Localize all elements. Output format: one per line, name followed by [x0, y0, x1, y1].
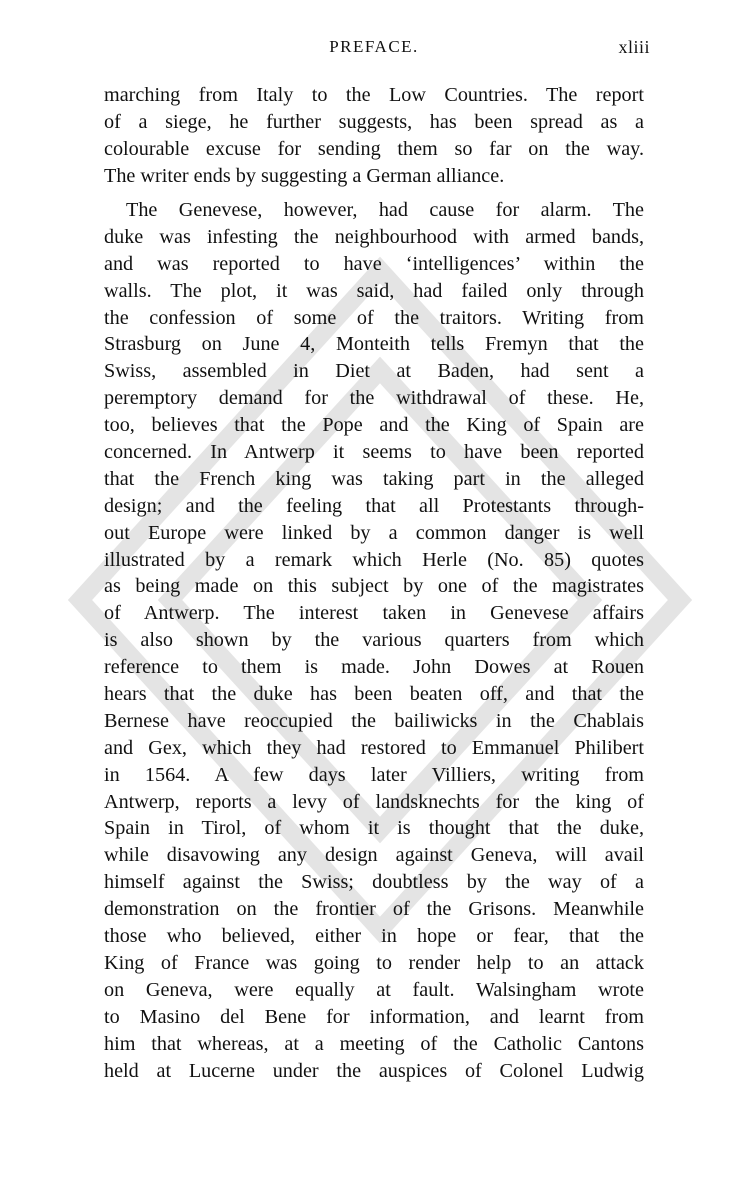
- text-line: on Geneva, were equally at fault. Walsingham wrote: [104, 978, 644, 1001]
- text-line: and Gex, which they had restored to Emmanuel Philibert: [104, 736, 644, 759]
- text-line: out Europe were linked by a common danger is well: [104, 521, 644, 544]
- text-line: to Masino del Bene for information, and learnt from: [104, 1005, 644, 1028]
- text-line: hears that the duke has been beaten off, and that the: [104, 683, 644, 706]
- text-line: peremptory demand for the withdrawal of these. He,: [104, 387, 644, 410]
- text-line: in 1564. A few days later Villiers, writing from: [104, 763, 644, 786]
- page-number: xliii: [618, 37, 650, 57]
- text-line: held at Lucerne under the auspices of Colonel Ludwig: [104, 1059, 644, 1082]
- text-line: is also shown by the various quarters from which: [104, 629, 644, 652]
- text-line: him that whereas, at a meeting of the Catholic Cantons: [104, 1032, 644, 1055]
- text-line: concerned. In Antwerp it seems to have been reported: [104, 441, 644, 464]
- paragraph-1: [104, 82, 644, 190]
- text-line: the confession of some of the traitors. Writing from: [104, 306, 644, 329]
- text-line: Swiss, assembled in Diet at Baden, had sent a: [104, 360, 644, 383]
- text-line: Antwerp, reports a levy of landsknechts for the king of: [104, 790, 644, 813]
- text-line: that the French king was taking part in the alleged: [104, 467, 644, 490]
- text-line: too, believes that the Pope and the King of Spain are: [104, 414, 644, 437]
- text-line: King of France was going to render help to an attack: [104, 951, 644, 974]
- text-line: walls. The plot, it was said, had failed only through: [104, 279, 644, 302]
- text-line: The Genevese, however, had cause for alarm. The: [126, 199, 644, 221]
- text-line: while disavowing any design against Geneva, will avail: [104, 844, 644, 867]
- text-line: of a siege, he further suggests, has been spread as a: [104, 110, 644, 133]
- text-line: and was reported to have ‘intelligences’ within the: [104, 252, 644, 275]
- text-line: duke was infesting the neighbourhood with armed bands,: [104, 225, 644, 248]
- text-line: colourable excuse for sending them so far on the way.: [104, 137, 644, 160]
- text-line: himself against the Swiss; doubtless by the way of a: [104, 871, 644, 894]
- text-line: reference to them is made. John Dowes at Rouen: [104, 656, 644, 679]
- paragraph-2: [104, 197, 644, 1084]
- text-line: The writer ends by suggesting a German alliance.: [104, 164, 505, 187]
- text-line: those who believed, either in hope or fear, that the: [104, 925, 644, 948]
- text-line: marching from Italy to the Low Countries. The report: [104, 84, 644, 106]
- text-line: Bernese have reoccupied the bailiwicks in the Chablais: [104, 709, 644, 732]
- text-line: illustrated by a remark which Herle (No. 85) quotes: [104, 548, 644, 571]
- running-header-title: PREFACE.: [329, 37, 419, 56]
- text-line: of Antwerp. The interest taken in Genevese affairs: [104, 602, 644, 625]
- text-line: as being made on this subject by one of the magistrates: [104, 575, 644, 598]
- text-line: design; and the feeling that all Protestants through-: [104, 494, 644, 517]
- text-line: Spain in Tirol, of whom it is thought that the duke,: [104, 817, 644, 840]
- text-line: demonstration on the frontier of the Grisons. Meanwhile: [104, 898, 644, 921]
- text-line: Strasburg on June 4, Monteith tells Fremyn that the: [104, 333, 644, 356]
